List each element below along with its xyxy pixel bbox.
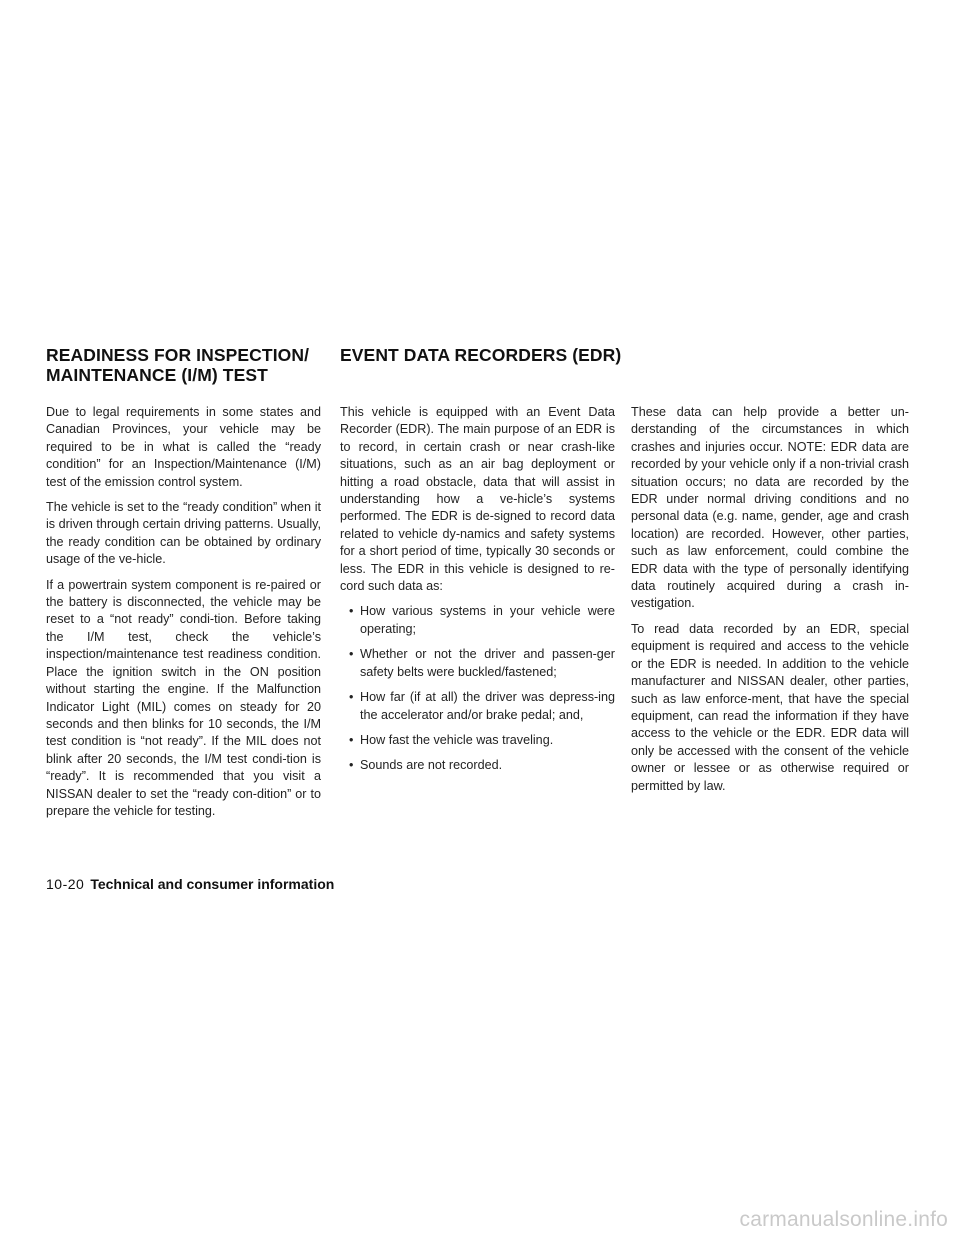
bullet-icon: •	[349, 690, 354, 705]
paragraph: This vehicle is equipped with an Event Data Recorder (EDR). The main purpose of an EDR is to record, in certain crash or near crash-like situations, such as an air bag deployment or hitting a road obstacle, data that will assist in understanding how a ve-hicle’s systems performed. The EDR is de-signed to record data related to vehicle dy-namics and safety systems for a short period of time, typically 30 seconds or less. The EDR in this vehicle is designed to re-cord such data as:	[340, 405, 615, 594]
list-item	[340, 757, 615, 774]
heading-line-2: MAINTENANCE (I/M) TEST	[46, 365, 268, 385]
column-middle	[340, 404, 615, 783]
list-item	[340, 603, 615, 638]
section-heading-edr: EVENT DATA RECORDERS (EDR)	[340, 345, 622, 365]
column-right	[631, 404, 909, 803]
bullet-icon: •	[349, 758, 354, 773]
list-item-text: How various systems in your vehicle were operating;	[360, 604, 615, 636]
list-item-text: Whether or not the driver and passen-ger safety belts were buckled/fastened;	[360, 647, 615, 679]
page-footer	[46, 876, 334, 892]
list-item	[340, 732, 615, 749]
paragraph: If a powertrain system component is re-paired or the battery is disconnected, the vehicle may be reset to a “not ready” condi-tion. Before taking the I/M test, check the vehicle’s inspection/maintenance test readiness condition. Place the ignition switch in the ON position without starting the engine. If the Malfunction Indicator Light (MIL) comes on steady for 20 seconds and then blinks for 10 seconds, the I/M test condition is “not ready”. If the MIL does not blink after 20 seconds, the I/M test condi-tion is “ready”. It is recommended that you visit a NISSAN dealer to set the “ready con-dition” or to prepare the vehicle for testing.	[46, 577, 321, 818]
watermark: carmanualsonline.info	[739, 1208, 948, 1231]
list-item-text: How fast the vehicle was traveling.	[360, 732, 554, 747]
page-number: 10-20	[46, 876, 85, 892]
footer-section-title: Technical and consumer information	[90, 876, 335, 892]
bullet-icon: •	[349, 647, 354, 662]
list-item	[340, 646, 615, 681]
list-item	[340, 689, 615, 724]
section-heading-readiness	[46, 345, 326, 385]
paragraph: The vehicle is set to the “ready condition” when it is driven through certain driving patterns. Usually, the ready condition can be obtained by ordinary usage of the ve-hicle.	[46, 500, 321, 567]
paragraph: These data can help provide a better un-derstanding of the circumstances in which crashes and injuries occur. NOTE: EDR data are recorded by your vehicle only if a non-trivial crash situation occurs; no data are recorded by the EDR under normal driving conditions and no personal data (e.g. name, gender, age and crash location) are recorded. However, other parties, such as law enforcement, could combine the EDR data with the type of personally identifying data routinely acquired during a crash in-vestigation.	[631, 405, 909, 611]
list-item-text: How far (if at all) the driver was depress-ing the accelerator and/or brake pedal; and,	[360, 690, 615, 722]
paragraph: To read data recorded by an EDR, special equipment is required and access to the vehicle or the EDR is needed. In addition to the vehicle manufacturer and NISSAN dealer, other parties, such as law enforce-ment, that have the special equipment, can read the information if they have access to the vehicle or the EDR. EDR data will only be accessed with the consent of the vehicle owner or lessee or as otherwise required or permitted by law.	[631, 621, 909, 793]
bullet-icon: •	[349, 732, 354, 747]
paragraph: Due to legal requirements in some states and Canadian Provinces, your vehicle may be required to be in what is called the “ready condition” for an Inspection/Maintenance (I/M) test of the emission control system.	[46, 405, 321, 489]
list-item-text: Sounds are not recorded.	[360, 758, 503, 773]
bullet-list	[340, 603, 615, 774]
bullet-icon: •	[349, 604, 354, 619]
column-left	[46, 404, 321, 828]
heading-line-1: READINESS FOR INSPECTION/	[46, 345, 310, 365]
